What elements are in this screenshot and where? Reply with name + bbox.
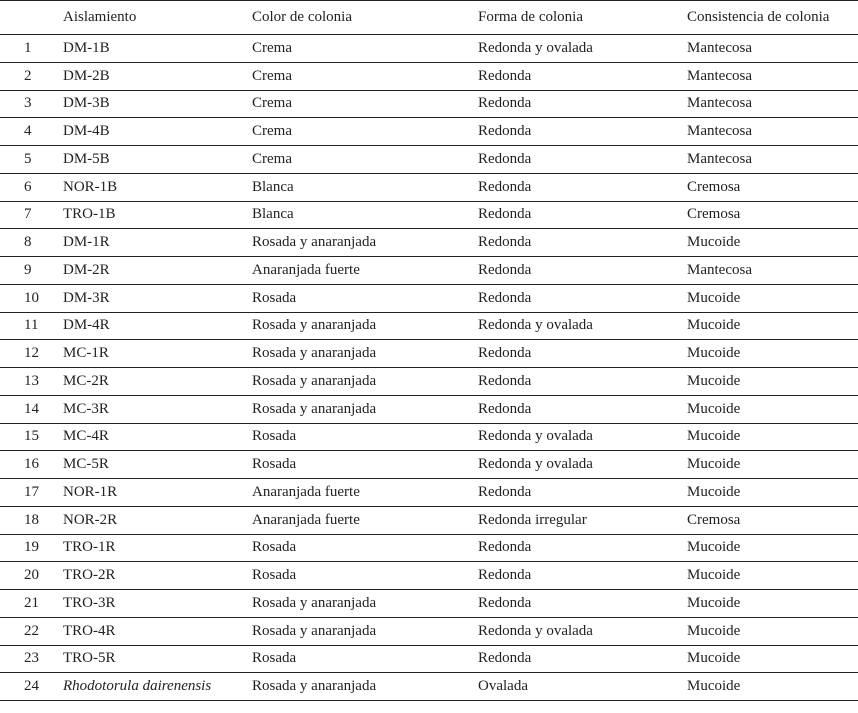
cell-forma: Redonda	[475, 562, 684, 590]
header-color: Color de colonia	[249, 1, 475, 35]
table-row	[0, 312, 858, 340]
cell-color: Anaranjada fuerte	[249, 257, 475, 285]
cell-aislamiento: MC-3R	[60, 395, 249, 423]
cell-aislamiento: DM-4B	[60, 118, 249, 146]
cell-aislamiento: MC-1R	[60, 340, 249, 368]
cell-forma: Redonda y ovalada	[475, 312, 684, 340]
header-consistencia: Consistencia de colonia	[684, 1, 858, 35]
cell-color: Rosada y anaranjada	[249, 590, 475, 618]
header-row	[0, 1, 858, 35]
cell-color: Crema	[249, 35, 475, 63]
cell-consistencia: Mucoide	[684, 229, 858, 257]
cell-consistencia: Mucoide	[684, 312, 858, 340]
cell-color: Rosada	[249, 423, 475, 451]
table-row	[0, 451, 858, 479]
cell-num: 11	[0, 312, 60, 340]
table-body	[0, 35, 858, 701]
cell-color: Rosada y anaranjada	[249, 340, 475, 368]
table-row	[0, 118, 858, 146]
cell-color: Rosada	[249, 534, 475, 562]
cell-consistencia: Mucoide	[684, 284, 858, 312]
cell-aislamiento: TRO-1B	[60, 201, 249, 229]
cell-num: 4	[0, 118, 60, 146]
cell-consistencia: Mantecosa	[684, 90, 858, 118]
cell-forma: Redonda	[475, 395, 684, 423]
cell-aislamiento: DM-2B	[60, 62, 249, 90]
cell-consistencia: Mucoide	[684, 368, 858, 396]
table-row	[0, 562, 858, 590]
cell-num: 7	[0, 201, 60, 229]
cell-aislamiento: TRO-3R	[60, 590, 249, 618]
cell-color: Blanca	[249, 201, 475, 229]
cell-forma: Redonda	[475, 118, 684, 146]
header-aislamiento: Aislamiento	[60, 1, 249, 35]
cell-forma: Redonda	[475, 257, 684, 285]
table-row	[0, 617, 858, 645]
cell-forma: Redonda y ovalada	[475, 423, 684, 451]
table-row	[0, 35, 858, 63]
cell-num: 19	[0, 534, 60, 562]
cell-forma: Redonda	[475, 201, 684, 229]
cell-aislamiento: NOR-1R	[60, 479, 249, 507]
cell-forma: Ovalada	[475, 673, 684, 701]
cell-consistencia: Mantecosa	[684, 62, 858, 90]
cell-forma: Redonda y ovalada	[475, 617, 684, 645]
table-row	[0, 146, 858, 174]
cell-aislamiento: TRO-1R	[60, 534, 249, 562]
cell-num: 22	[0, 617, 60, 645]
cell-consistencia: Mucoide	[684, 451, 858, 479]
cell-aislamiento: DM-3R	[60, 284, 249, 312]
cell-color: Rosada y anaranjada	[249, 673, 475, 701]
table-row	[0, 506, 858, 534]
cell-consistencia: Mucoide	[684, 534, 858, 562]
cell-forma: Redonda	[475, 368, 684, 396]
cell-num: 6	[0, 173, 60, 201]
cell-aislamiento: NOR-2R	[60, 506, 249, 534]
cell-forma: Redonda	[475, 146, 684, 174]
cell-color: Rosada y anaranjada	[249, 395, 475, 423]
cell-color: Crema	[249, 118, 475, 146]
cell-num: 21	[0, 590, 60, 618]
cell-color: Rosada	[249, 645, 475, 673]
cell-consistencia: Mantecosa	[684, 257, 858, 285]
cell-aislamiento: Rhodotorula dairenensis	[60, 673, 249, 701]
cell-color: Anaranjada fuerte	[249, 479, 475, 507]
cell-consistencia: Cremosa	[684, 506, 858, 534]
cell-aislamiento: DM-1R	[60, 229, 249, 257]
cell-consistencia: Mantecosa	[684, 146, 858, 174]
cell-forma: Redonda	[475, 340, 684, 368]
cell-forma: Redonda y ovalada	[475, 35, 684, 63]
cell-num: 13	[0, 368, 60, 396]
cell-aislamiento: TRO-2R	[60, 562, 249, 590]
cell-num: 20	[0, 562, 60, 590]
cell-forma: Redonda	[475, 229, 684, 257]
cell-forma: Redonda	[475, 284, 684, 312]
cell-aislamiento: DM-2R	[60, 257, 249, 285]
cell-num: 23	[0, 645, 60, 673]
table-row	[0, 645, 858, 673]
cell-forma: Redonda	[475, 534, 684, 562]
table-row	[0, 62, 858, 90]
table-header	[0, 1, 858, 35]
cell-color: Crema	[249, 146, 475, 174]
cell-forma: Redonda	[475, 590, 684, 618]
cell-consistencia: Mucoide	[684, 479, 858, 507]
cell-consistencia: Mucoide	[684, 340, 858, 368]
cell-forma: Redonda	[475, 479, 684, 507]
cell-num: 15	[0, 423, 60, 451]
cell-aislamiento: DM-3B	[60, 90, 249, 118]
cell-consistencia: Mantecosa	[684, 118, 858, 146]
cell-forma: Redonda	[475, 173, 684, 201]
cell-num: 14	[0, 395, 60, 423]
cell-consistencia: Cremosa	[684, 201, 858, 229]
table-row	[0, 284, 858, 312]
table-row	[0, 368, 858, 396]
cell-consistencia: Mucoide	[684, 562, 858, 590]
cell-consistencia: Mucoide	[684, 395, 858, 423]
cell-aislamiento: MC-4R	[60, 423, 249, 451]
cell-forma: Redonda	[475, 62, 684, 90]
header-forma: Forma de colonia	[475, 1, 684, 35]
cell-aislamiento: MC-2R	[60, 368, 249, 396]
cell-aislamiento: MC-5R	[60, 451, 249, 479]
table-row	[0, 229, 858, 257]
cell-num: 17	[0, 479, 60, 507]
table-row	[0, 479, 858, 507]
cell-aislamiento: DM-5B	[60, 146, 249, 174]
cell-num: 10	[0, 284, 60, 312]
table-row	[0, 534, 858, 562]
cell-num: 16	[0, 451, 60, 479]
cell-aislamiento: TRO-5R	[60, 645, 249, 673]
cell-color: Rosada	[249, 284, 475, 312]
cell-color: Crema	[249, 62, 475, 90]
table-row	[0, 395, 858, 423]
cell-consistencia: Mucoide	[684, 423, 858, 451]
cell-num: 12	[0, 340, 60, 368]
cell-consistencia: Mucoide	[684, 673, 858, 701]
table-row	[0, 201, 858, 229]
cell-aislamiento: TRO-4R	[60, 617, 249, 645]
cell-aislamiento: DM-1B	[60, 35, 249, 63]
cell-color: Anaranjada fuerte	[249, 506, 475, 534]
cell-forma: Redonda	[475, 645, 684, 673]
table-row	[0, 257, 858, 285]
cell-num: 2	[0, 62, 60, 90]
cell-color: Rosada	[249, 562, 475, 590]
cell-color: Rosada y anaranjada	[249, 368, 475, 396]
cell-color: Crema	[249, 90, 475, 118]
cell-consistencia: Mucoide	[684, 590, 858, 618]
table-row	[0, 590, 858, 618]
cell-color: Rosada y anaranjada	[249, 617, 475, 645]
header-num	[0, 1, 60, 35]
cell-forma: Redonda	[475, 90, 684, 118]
cell-aislamiento: NOR-1B	[60, 173, 249, 201]
table-row	[0, 673, 858, 701]
cell-forma: Redonda y ovalada	[475, 451, 684, 479]
cell-aislamiento: DM-4R	[60, 312, 249, 340]
table-row	[0, 423, 858, 451]
cell-num: 3	[0, 90, 60, 118]
cell-num: 24	[0, 673, 60, 701]
cell-num: 9	[0, 257, 60, 285]
cell-num: 18	[0, 506, 60, 534]
cell-color: Rosada	[249, 451, 475, 479]
cell-consistencia: Mantecosa	[684, 35, 858, 63]
table-row	[0, 90, 858, 118]
cell-consistencia: Mucoide	[684, 617, 858, 645]
cell-consistencia: Cremosa	[684, 173, 858, 201]
table-row	[0, 173, 858, 201]
cell-num: 8	[0, 229, 60, 257]
cell-color: Rosada y anaranjada	[249, 229, 475, 257]
cell-forma: Redonda irregular	[475, 506, 684, 534]
table-row	[0, 340, 858, 368]
cell-color: Blanca	[249, 173, 475, 201]
cell-num: 1	[0, 35, 60, 63]
cell-num: 5	[0, 146, 60, 174]
cell-color: Rosada y anaranjada	[249, 312, 475, 340]
cell-consistencia: Mucoide	[684, 645, 858, 673]
